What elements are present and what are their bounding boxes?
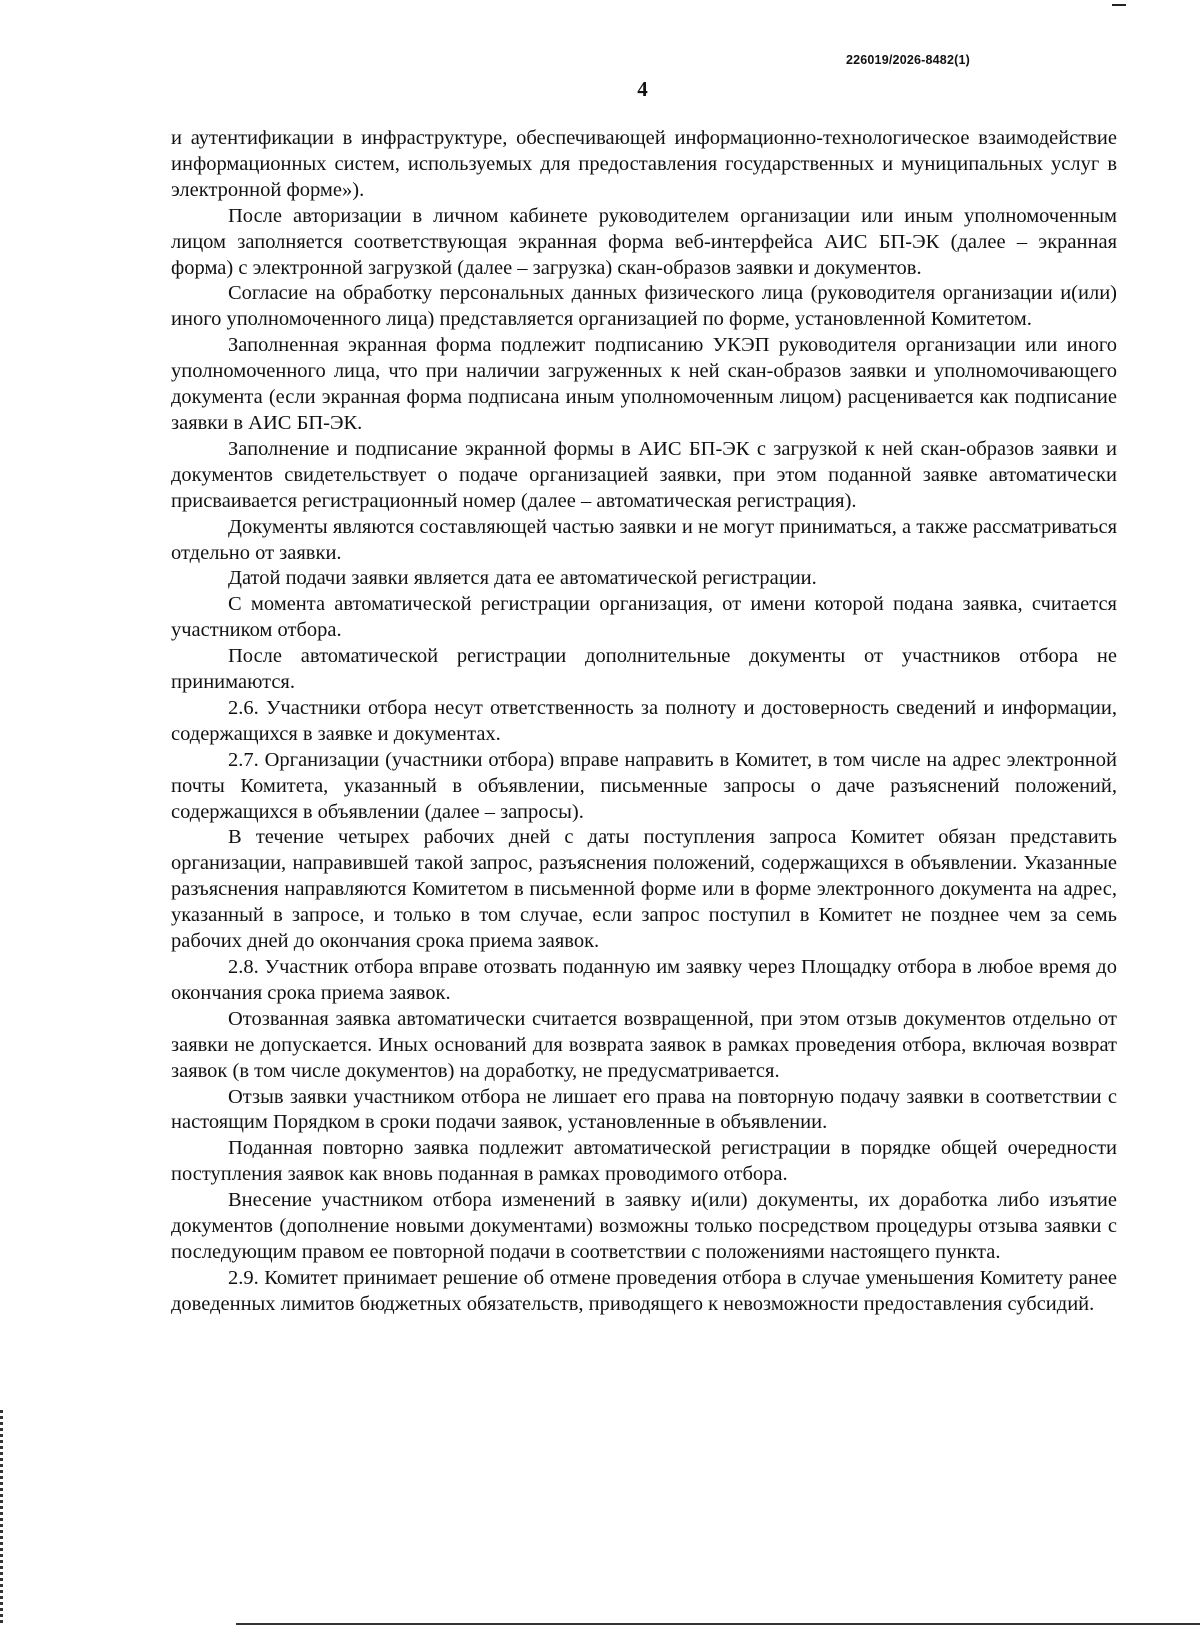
paragraph: Заполнение и подписание экранной формы в АИС БП-ЭК с загрузкой к ней скан-образов заявки и документов свидетельствует о подаче организацией заявки, при этом поданной заявке автоматически присваивается регистрационный номер (далее – автоматическая регистрация). (171, 437, 1117, 512)
paragraph: Отозванная заявка автоматически считается возвращенной, при этом отзыв документов отдельно от заявки не допускается. Иных оснований для возврата заявок в рамках проведения отбора, включая возврат заявок (в том числе документов) на доработку, не предусматривается. (171, 1007, 1117, 1082)
paragraph: В течение четырех рабочих дней с даты поступления запроса Комитет обязан представить организации, направившей такой запрос, разъяснения положений, содержащихся в объявлении. Указанные разъяснения направляются Комитетом в письменной форме или в форме электронного документа на адрес, указанный в запросе, и только в том случае, если запрос поступил в Комитет не позднее чем за семь рабочих дней до окончания срока приема заявок. (171, 826, 1117, 953)
paragraph: Поданная повторно заявка подлежит автоматической регистрации в порядке общей очередности поступления заявок как вновь поданная в рамках проводимого отбора. (171, 1137, 1117, 1186)
paragraph-2-7: 2.7. Организации (участники отбора) вправе направить в Комитет, в том числе на адрес электронной почты Комитета, указанный в объявлении, письменные запросы о даче разъяснений положений, содержащихся в объявлении (далее – запросы). (171, 748, 1117, 823)
scan-artifact-bottom (236, 1623, 1200, 1625)
paragraph: После авторизации в личном кабинете руководителем организации или иным уполномоченным лицом заполняется соответствующая экранная форма веб-интерфейса АИС БП-ЭК (далее – экранная форма) с электронной загрузкой (далее – загрузка) скан-образов заявки и документов. (171, 204, 1117, 279)
paragraph: Внесение участником отбора изменений в заявку и(или) документы, их доработка либо изъятие документов (дополнение новыми документами) возможны только посредством процедуры отзыва заявки с последующим правом ее повторной подачи в соответствии с положениями настоящего пункта. (171, 1189, 1117, 1263)
paragraph: и аутентификации в инфраструктуре, обеспечивающей информационно-технологическое взаимодействие информационных систем, используемых для предоставления государственных и муниципальных услуг в электронной форме»). (171, 127, 1117, 201)
document-body (171, 126, 1117, 1318)
page-number: 4 (637, 77, 648, 101)
paragraph-2-9: 2.9. Комитет принимает решение об отмене проведения отбора в случае уменьшения Комитету ранее доведенных лимитов бюджетных обязательств, приводящего к невозможности предоставления субсидий. (171, 1266, 1117, 1315)
paragraph: С момента автоматической регистрации организация, от имени которой подана заявка, считается участником отбора. (171, 593, 1117, 642)
paragraph: Отзыв заявки участником отбора не лишает его права на повторную подачу заявки в соответствии с настоящим Порядком в сроки подачи заявок, установленные в объявлении. (171, 1085, 1117, 1134)
paragraph: Согласие на обработку персональных данных физического лица (руководителя организации и(или) иного уполномоченного лица) представляется организацией по форме, установленной Комитетом. (171, 282, 1117, 331)
scan-artifact-top (1112, 0, 1126, 6)
paragraph: Документы являются составляющей частью заявки и не могут приниматься, а также рассматриваться отдельно от заявки. (171, 515, 1117, 564)
document-number: 226019/2026-8482(1) (845, 53, 970, 67)
paragraph: Заполненная экранная форма подлежит подписанию УКЭП руководителя организации или иного уполномоченного лица, что при наличии загруженных к ней скан-образов заявки и уполномочивающего документа (если экранная форма подписана иным уполномоченным лицом) расценивается как подписание заявки в АИС БП-ЭК. (171, 334, 1117, 434)
scan-artifact-left (0, 1410, 3, 1626)
paragraph-2-8: 2.8. Участник отбора вправе отозвать поданную им заявку через Площадку отбора в любое время до окончания срока приема заявок. (171, 956, 1117, 1004)
paragraph-2-6: 2.6. Участники отбора несут ответственность за полноту и достоверность сведений и информации, содержащихся в заявке и документах. (171, 696, 1117, 745)
paragraph: Датой подачи заявки является дата ее автоматической регистрации. (228, 567, 817, 590)
paragraph: После автоматической регистрации дополнительные документы от участников отбора не принимаются. (171, 645, 1117, 694)
